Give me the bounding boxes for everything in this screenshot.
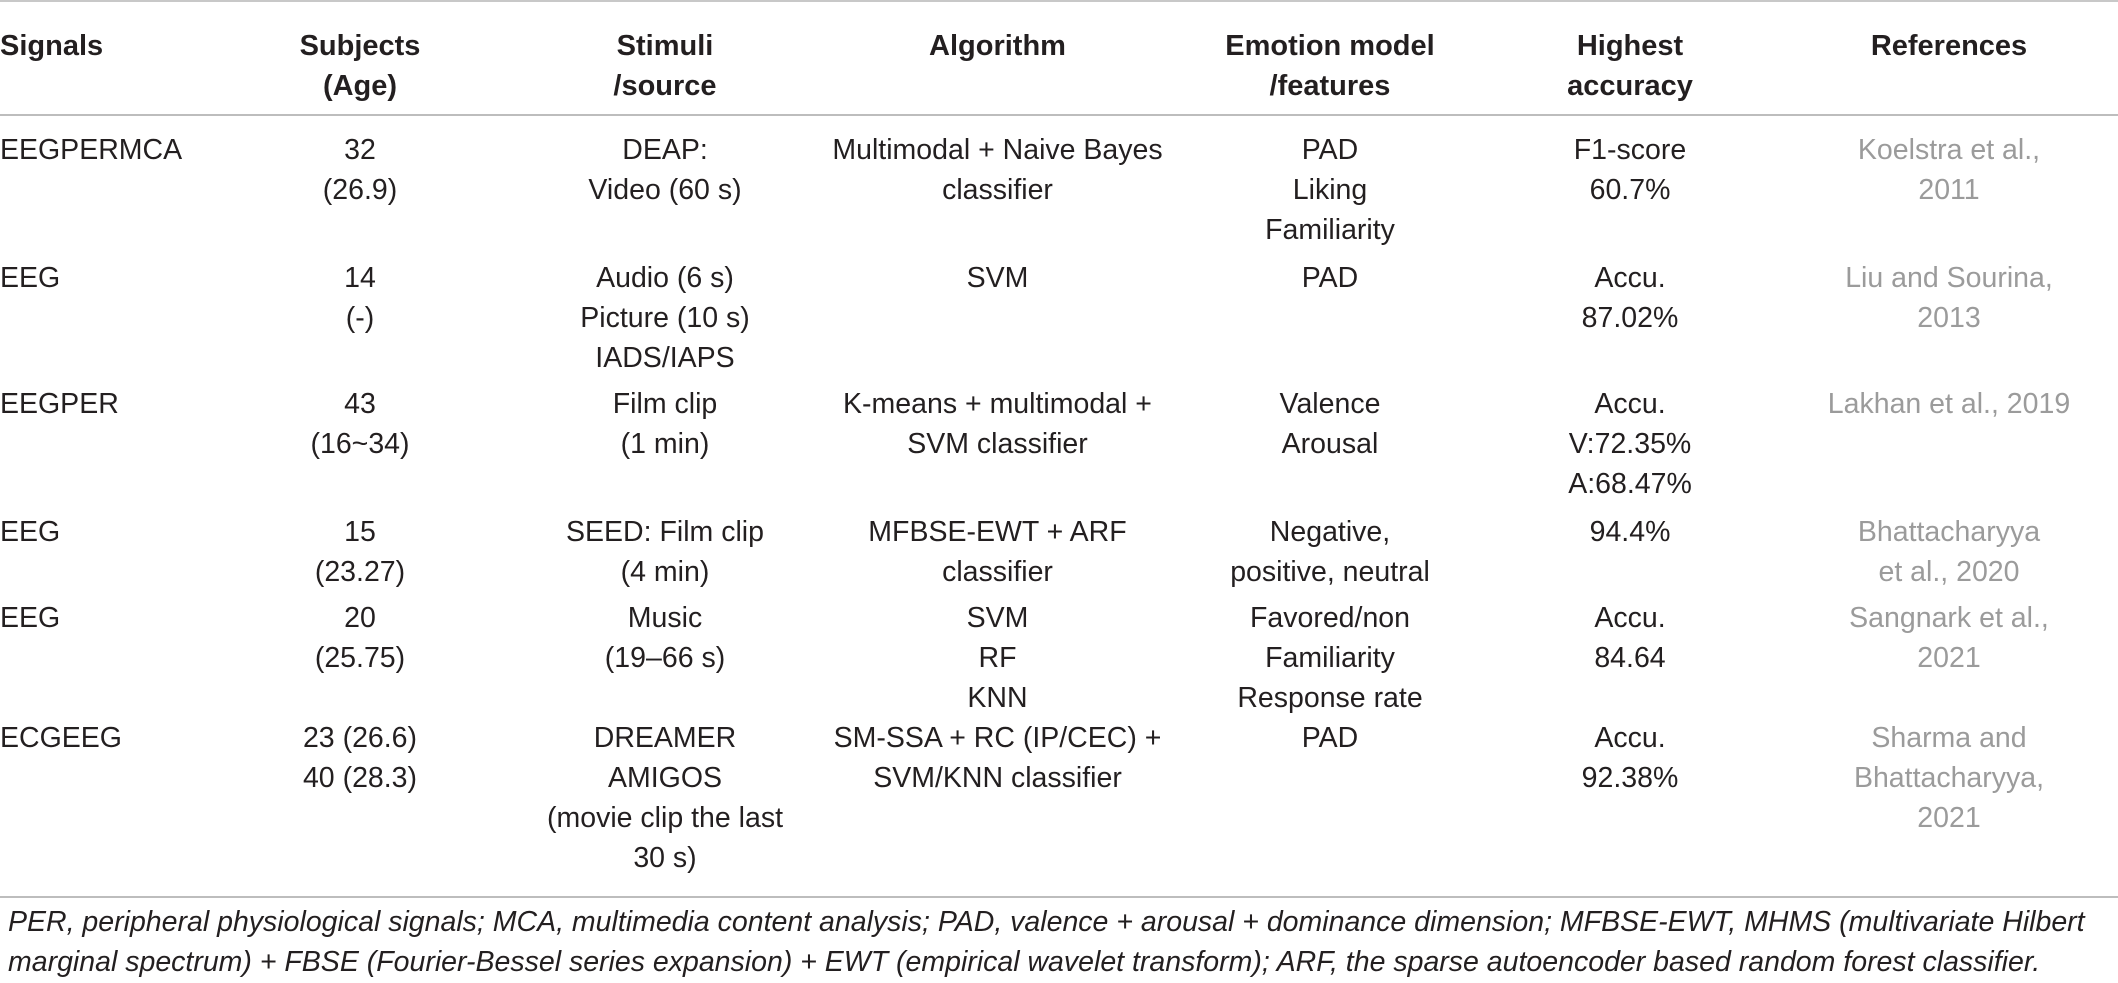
cell-line: 14	[344, 262, 376, 294]
cell-line: 40 (28.3)	[302, 762, 418, 794]
cell-line: Accu.	[1594, 388, 1666, 420]
cell-line: Arousal	[1281, 428, 1379, 460]
cell-accuracy	[1480, 718, 1780, 897]
cell-subjects	[205, 384, 515, 512]
cell-line: PAD	[1301, 134, 1359, 166]
cell-line: 60.7%	[1589, 174, 1671, 206]
cell-accuracy	[1480, 384, 1780, 512]
cell-line: classifier	[942, 174, 1053, 206]
cell-line: Familiarity	[1265, 214, 1395, 246]
cell-references	[1780, 384, 2118, 512]
cell-line: SVM classifier	[907, 428, 1088, 460]
cell-line: (16~34)	[310, 428, 410, 460]
cell-accuracy	[1480, 512, 1780, 598]
cell-line: Film clip	[612, 388, 718, 420]
table-row	[0, 598, 2118, 718]
cell-subjects	[205, 512, 515, 598]
cell-line: DEAP:	[622, 134, 708, 166]
cell-line: classifier	[942, 556, 1053, 588]
cell-references	[1780, 115, 2118, 258]
cell-line: KNN	[967, 682, 1028, 714]
cell-algorithm	[815, 115, 1180, 258]
cell-line: 2021	[1917, 642, 1981, 674]
cell-line: 2021	[1917, 802, 1981, 834]
footnote-line: PER, peripheral physiological signals; MCA, multimedia content analysis; PAD, valence + arousal + dominance dimension; MFBSE-EWT, MHMS (multivariate Hilbert	[8, 906, 2085, 938]
column-header-stimuli	[515, 1, 815, 115]
cell-line: A:68.47%	[1568, 468, 1692, 500]
cell-line: Response rate	[1237, 682, 1423, 714]
cell-stimuli	[515, 258, 815, 384]
cell-line: Valence	[1279, 388, 1381, 420]
cell-stimuli	[515, 718, 815, 897]
cell-line: Favored/non	[1249, 602, 1411, 634]
cell-line: (4 min)	[620, 556, 710, 588]
cell-line: (25.75)	[314, 642, 406, 674]
column-header-line: Emotion model	[1225, 30, 1435, 62]
table-body	[0, 115, 2118, 897]
cell-emotion	[1180, 258, 1480, 384]
column-header-line: /features	[1269, 70, 1391, 102]
column-header-line: Highest	[1576, 30, 1684, 62]
cell-algorithm	[815, 258, 1180, 384]
cell-line: PAD	[1301, 722, 1359, 754]
table-row	[0, 115, 2118, 258]
column-header-subjects	[205, 1, 515, 115]
cell-signals	[0, 718, 205, 897]
cell-line: IADS/IAPS	[595, 342, 735, 374]
cell-signals	[0, 384, 205, 512]
cell-algorithm	[815, 718, 1180, 897]
cell-line: ECGEEG	[0, 722, 122, 754]
header-row	[0, 1, 2118, 115]
cell-line: SVM/KNN classifier	[873, 762, 1122, 794]
cell-line: Koelstra et al.,	[1857, 134, 2041, 166]
cell-line: 43	[344, 388, 376, 420]
table-row	[0, 512, 2118, 598]
cell-line: 20	[344, 602, 376, 634]
table-footnote	[8, 902, 2108, 982]
column-header-line: Algorithm	[929, 30, 1066, 62]
column-header-algorithm	[815, 1, 1180, 115]
cell-line: 94.4%	[1589, 516, 1671, 548]
cell-line: Video (60 s)	[588, 174, 742, 206]
cell-algorithm	[815, 384, 1180, 512]
cell-line: (-)	[345, 302, 375, 334]
cell-signals	[0, 258, 205, 384]
column-header-line: Subjects	[299, 30, 421, 62]
cell-line: 2011	[1918, 174, 1980, 206]
cell-accuracy	[1480, 258, 1780, 384]
cell-line: Picture (10 s)	[580, 302, 750, 334]
cell-references	[1780, 258, 2118, 384]
cell-line: EEG	[0, 262, 61, 294]
cell-line: 2013	[1917, 302, 1981, 334]
cell-references	[1780, 718, 2118, 897]
cell-emotion	[1180, 598, 1480, 718]
cell-line: 30 s)	[633, 842, 697, 874]
cell-subjects	[205, 258, 515, 384]
cell-line: (23.27)	[314, 556, 406, 588]
column-header-line: Stimuli	[616, 30, 714, 62]
cell-line: Liu and Sourina,	[1845, 262, 2053, 294]
column-header-signals	[0, 1, 205, 115]
cell-line: K-means + multimodal +	[843, 388, 1152, 420]
cell-line: EEGPER	[0, 388, 119, 420]
cell-signals	[0, 512, 205, 598]
cell-line: EEG	[0, 602, 61, 634]
cell-line: EEG	[0, 516, 61, 548]
cell-subjects	[205, 598, 515, 718]
column-header-line: Signals	[0, 30, 104, 62]
cell-line: EEGPERMCA	[0, 134, 183, 166]
cell-line: Lakhan et al., 2019	[1827, 388, 2071, 420]
column-header-accuracy	[1480, 1, 1780, 115]
cell-line: Multimodal + Naive Bayes	[832, 134, 1163, 166]
cell-references	[1780, 512, 2118, 598]
column-header-line: References	[1870, 30, 2028, 62]
cell-subjects	[205, 115, 515, 258]
cell-line: 32	[344, 134, 376, 166]
cell-line: (1 min)	[620, 428, 710, 460]
cell-signals	[0, 598, 205, 718]
cell-stimuli	[515, 512, 815, 598]
cell-line: Liking	[1292, 174, 1368, 206]
cell-algorithm	[815, 598, 1180, 718]
cell-line: MFBSE-EWT + ARF	[868, 516, 1127, 548]
table-row	[0, 258, 2118, 384]
cell-line: et al., 2020	[1878, 556, 2020, 588]
cell-line: 15	[344, 516, 376, 548]
cell-line: SVM	[966, 602, 1029, 634]
cell-line: PAD	[1301, 262, 1359, 294]
cell-emotion	[1180, 115, 1480, 258]
cell-line: positive, neutral	[1230, 556, 1430, 588]
cell-emotion	[1180, 512, 1480, 598]
cell-line: Sangnark et al.,	[1849, 602, 2049, 634]
column-header-line: accuracy	[1567, 70, 1693, 102]
cell-line: V:72.35%	[1568, 428, 1692, 460]
cell-line: SM-SSA + RC (IP/CEC) +	[833, 722, 1162, 754]
column-header-references	[1780, 1, 2118, 115]
column-header-line: /source	[613, 70, 717, 102]
cell-line: 23 (26.6)	[302, 722, 418, 754]
cell-references	[1780, 598, 2118, 718]
column-header-line: (Age)	[322, 70, 398, 102]
column-header-emotion	[1180, 1, 1480, 115]
table-row	[0, 384, 2118, 512]
cell-line: Accu.	[1594, 262, 1666, 294]
cell-line: Sharma and	[1871, 722, 2027, 754]
cell-line: (26.9)	[322, 174, 398, 206]
cell-line: SEED: Film clip	[566, 516, 764, 548]
cell-signals	[0, 115, 205, 258]
cell-emotion	[1180, 384, 1480, 512]
cell-stimuli	[515, 115, 815, 258]
cell-stimuli	[515, 384, 815, 512]
cell-line: DREAMER	[593, 722, 737, 754]
cell-subjects	[205, 718, 515, 897]
cell-line: Music	[627, 602, 703, 634]
cell-algorithm	[815, 512, 1180, 598]
cell-line: 87.02%	[1581, 302, 1679, 334]
cell-accuracy	[1480, 598, 1780, 718]
table-row	[0, 718, 2118, 897]
cell-accuracy	[1480, 115, 1780, 258]
cell-line: Accu.	[1594, 602, 1666, 634]
cell-emotion	[1180, 718, 1480, 897]
cell-line: (19–66 s)	[604, 642, 726, 674]
cell-line: 92.38%	[1581, 762, 1679, 794]
cell-line: RF	[978, 642, 1017, 674]
cell-stimuli	[515, 598, 815, 718]
cell-line: Accu.	[1594, 722, 1666, 754]
cell-line: AMIGOS	[607, 762, 722, 794]
cell-line: Familiarity	[1265, 642, 1395, 674]
cell-line: Bhattacharyya	[1857, 516, 2041, 548]
cell-line: (movie clip the last	[546, 802, 783, 834]
cell-line: 84.64	[1594, 642, 1666, 674]
cell-line: Negative,	[1269, 516, 1391, 548]
cell-line: F1-score	[1573, 134, 1687, 166]
cell-line: Audio (6 s)	[596, 262, 734, 294]
cell-line: SVM	[966, 262, 1029, 294]
cell-line: Bhattacharyya,	[1853, 762, 2045, 794]
footnote-line: marginal spectrum) + FBSE (Fourier-Bessel series expansion) + EWT (empirical wavelet transform); ARF, the sparse autoencoder based random forest classifier.	[8, 946, 2041, 978]
